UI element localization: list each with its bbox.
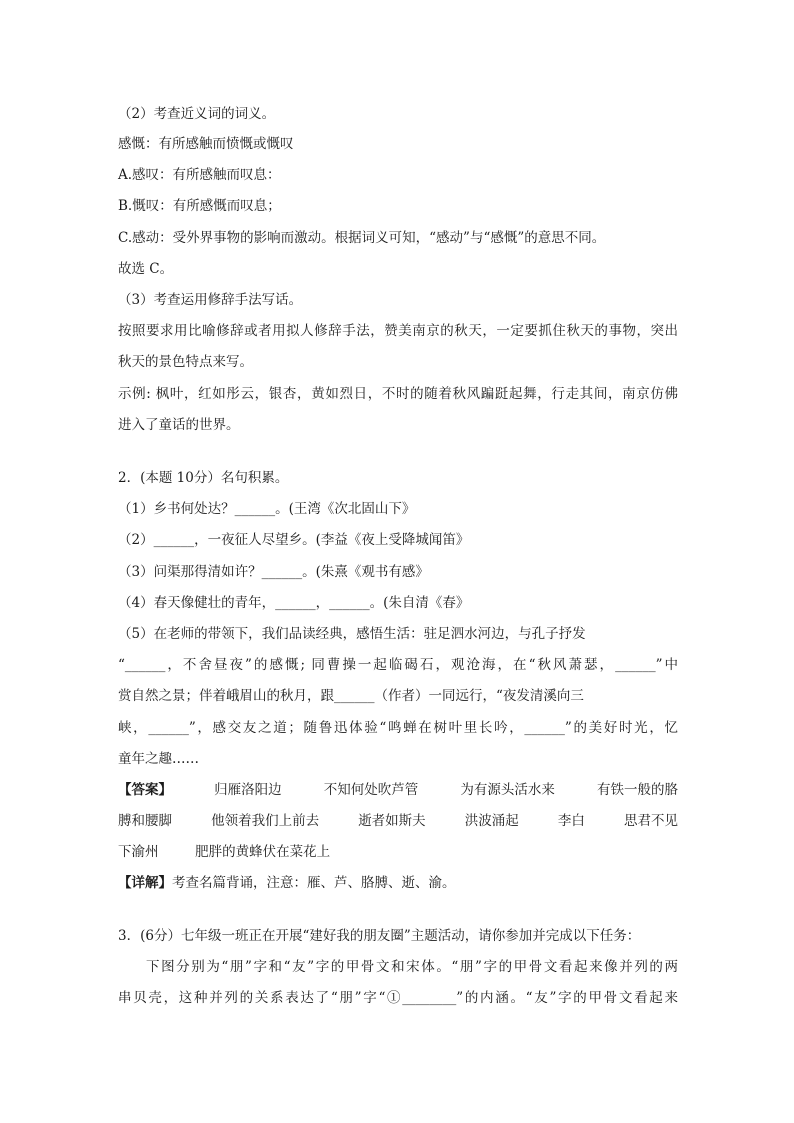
section-3-title: 3．(6分）七年级一班正在开展“建好我的朋友圈”主题活动，请你参加并完成以下任务：	[118, 928, 641, 944]
question-1: （1）乡书何处达？______。(王湾《次北固山下》	[118, 501, 416, 517]
sub3-line-2: 秋天的景色特点来写。	[118, 354, 253, 370]
option-b: B.慨叹：有所感慨而叹息；	[118, 198, 281, 214]
question-5-line-4: 峡，______”，感交友之道；随鲁迅体验“鸣蝉在树叶里长吟，______”的美好时光，忆	[118, 720, 678, 736]
answer-item: 逝者如斯夫	[358, 813, 426, 829]
example-line-1: 示例: 枫叶，红如彤云，银杏，黄如烈日，不时的随着秋风蹁跹起舞，行走其间，南京仿佛	[118, 386, 678, 402]
section-2-title: 2．(本题 10分）名句积累。	[118, 470, 289, 486]
sub2-definition: 感慨：有所感触而愤慨或慨叹	[118, 136, 294, 152]
detail-label: 【详解】	[118, 875, 172, 891]
answer-item: 不知何处吹芦管	[323, 782, 419, 798]
answer-item: 有铁一般的胳	[597, 782, 678, 798]
question-5-line-3: 赏自然之景；伴着峨眉山的秋月，跟______（作者）一同远行，“夜发清溪向三	[118, 688, 584, 704]
answer-item: 李白	[557, 813, 585, 829]
answer-label: 【答案】	[118, 782, 172, 798]
sub2-title: （2）考查近义词的词义。	[118, 106, 276, 122]
section-3-line-1: 下图分别为“朋”字和“友”字的甲骨文和宋体。“朋”字的甲骨文看起来像并列的两	[146, 959, 678, 975]
sub3-line-1: 按照要求用比喻修辞或者用拟人修辞手法，赞美南京的秋天，一定要抓住秋天的事物，突出	[118, 323, 678, 339]
option-a: A.感叹：有所感触而叹息：	[118, 167, 281, 183]
detail-line	[118, 873, 678, 893]
question-5-line-1: （5）在老师的带领下，我们品读经典，感悟生活：驻足泗水河边，与孔子抒发	[118, 626, 586, 642]
choice-answer: 故选 C。	[118, 261, 174, 277]
answers-row-2	[118, 811, 678, 831]
sub3-title: （3）考查运用修辞手法写话。	[118, 292, 303, 308]
answer-item: 下渝州	[118, 844, 159, 860]
answer-item: 洪波涌起	[464, 813, 519, 829]
question-3: （3）问渠那得清如许？______。(朱熹《观书有感》	[118, 564, 429, 580]
question-2: （2）______，一夜征人尽望乡。(李益《夜上受降城闻笛》	[118, 532, 470, 548]
detail-text: 考查名篇背诵，注意：雁、芦、胳膊、逝、渝。	[172, 875, 456, 891]
answer-item: 为有源头活水来	[460, 782, 555, 798]
answer-item: 他领着我们上前去	[211, 813, 320, 829]
answer-item: 肥胖的黄蜂伏在菜花上	[195, 844, 331, 860]
answer-item: 膊和腰脚	[118, 813, 172, 829]
option-c: C.感动：受外界事物的影响而激动。根据词义可知，“感动”与“感慨”的意思不同。	[118, 230, 606, 246]
section-3-line-2: 串贝壳，这种并列的关系表达了“朋”字“①________”的内涵。“友”字的甲骨文看起来	[118, 990, 678, 1006]
example-line-2: 进入了童话的世界。	[118, 417, 240, 433]
question-4: （4）春天像健壮的青年，______，______。(朱自清《春》	[118, 595, 470, 611]
answer-item: 归雁洛阳边	[214, 782, 282, 798]
answers-row-3	[118, 842, 678, 862]
question-5-line-2: “______，不舍昼夜”的感慨; 同曹操一起临碣石，观沧海，在“秋风萧瑟，______”中	[118, 657, 678, 673]
question-5-line-5: 童年之趣……	[118, 751, 199, 767]
answers-row-1	[118, 780, 678, 800]
answer-item: 思君不见	[623, 813, 678, 829]
